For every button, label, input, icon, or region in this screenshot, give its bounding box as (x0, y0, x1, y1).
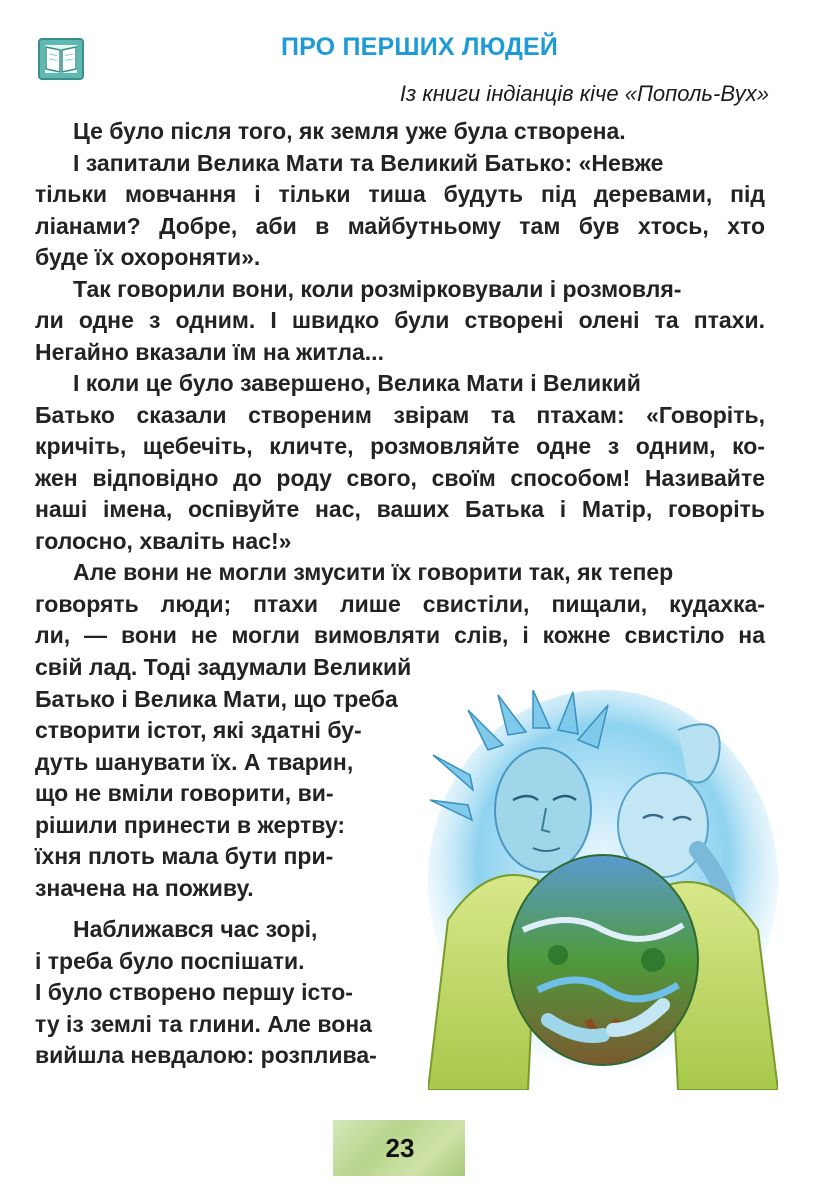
text-line: значена на поживу. (35, 874, 254, 901)
text-line: дуть шанувати їх. А тварин, (35, 748, 354, 775)
text-line: І запитали Велика Мати та Великий Батько: «Невже (73, 149, 664, 176)
text-line: наші імена, оспівуйте нас, ваших Батька і Матір, говоріть (35, 496, 765, 522)
text-line: і треба було поспішати. (35, 947, 305, 974)
page-title: ПРО ПЕРШИХ ЛЮДЕЙ (280, 33, 559, 61)
text-line: ли, — вони не могли вимовляти слів, і кожне свистіло на (35, 622, 765, 648)
text-line: кричіть, щебечіть, кличте, розмовляйте одне з одним, ко- (35, 433, 765, 459)
text-line: Так говорили вони, коли розмірковували і розмовля- (73, 275, 682, 302)
text-line: що не вміли говорити, ви- (35, 780, 334, 806)
text-line: ту із землі та глини. Але вона (35, 1010, 372, 1037)
page-subtitle: Із книги індіанців кіче «Пополь-Вух» (399, 81, 769, 106)
page-number: 23 (385, 1133, 415, 1163)
text-line: голосно, хваліть нас!» (35, 527, 292, 554)
text-line: Батько і Велика Мати, що треба (35, 685, 398, 712)
text-line: буде їх охороняти». (35, 244, 261, 270)
text-line: їхня плоть мала бути при- (35, 843, 334, 869)
text-line: Батько сказали створеним звірам та птахам: «Говоріть, (35, 401, 765, 428)
gods-illustration (428, 690, 778, 1090)
text-line: рішили принести в жертву: (35, 811, 345, 838)
text-line: говорять люди; птахи лише свистіли, пищали, кудахка- (35, 590, 765, 617)
body-text-narrow (35, 652, 435, 1072)
text-line: І було створено першу істо- (35, 979, 353, 1005)
text-line: Наближався час зорі, (73, 916, 318, 942)
text-line: жен відповідно до роду свого, своїм способом! Називайте (35, 464, 765, 491)
text-line: свій лад. Тоді задумали Великий (35, 654, 412, 680)
body-text-full (35, 116, 765, 652)
text-line: ли одне з одним. І швидко були створені олені та птахи. (35, 307, 765, 333)
text-line: І коли це було завершено, Велика Мати і Великий (73, 370, 641, 396)
text-line: тільки мовчання і тільки тиша будуть під деревами, під (35, 181, 765, 207)
text-line: ліанами? Добре, аби в майбутньому там був хтось, хто (35, 212, 765, 239)
text-line: Це було після того, як земля уже була створена. (73, 118, 626, 144)
text-line: створити істот, які здатні бу- (35, 717, 362, 743)
text-line: вийшла невдалою: розплива- (35, 1042, 377, 1068)
text-line: Але вони не могли змусити їх говорити так, як тепер (73, 559, 674, 585)
text-line: Негайно вказали їм на житла... (35, 338, 384, 365)
